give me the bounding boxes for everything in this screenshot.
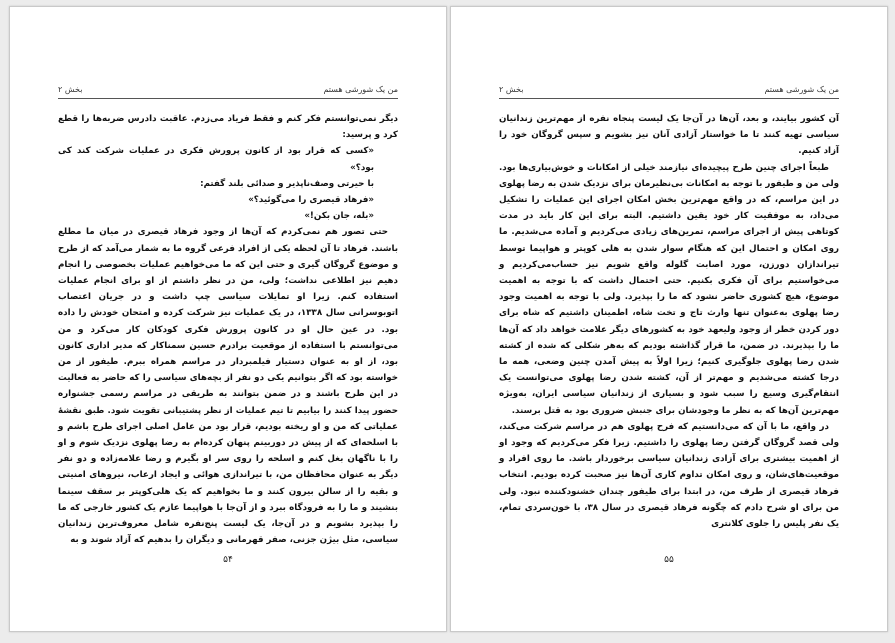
running-head (58, 85, 398, 99)
dialog-line: «فرهاد قیصری را می‌گوئید؟» (248, 195, 374, 206)
paragraph: آن کشور بیایند، و بعد، آن‌ها در آن‌جا یک لیست پنجاه نفره از مهم‌ترین زندانیان سیاسی تهیه کنند تا ما خواستار آزادی آنان نیز بشویم و سپس گروگان خود را آزاد کنیم. (499, 114, 839, 157)
running-head-book-title: من یک شورشی هستم (764, 85, 839, 94)
page-body-text (499, 111, 839, 532)
page-right (450, 6, 888, 632)
page-number: ۵۴ (223, 555, 233, 565)
paragraph: طبعاً اجرای چنین طرح پیچیده‌ای نیازمند خیلی از امکانات و خوش‌بیاری‌ها بود. ولی من و طیفور با توجه به امکانات بی‌نظیرمان برای نزدیک شدن به رضا پهلوی در این مراسم، که در واقع مهم‌ترین بخش امکان اجرای این عملیات را تشکیل می‌داد، به موفقیت کار خود یقین داشتیم. البته برای این کار باید در مدت کوتاهی پیش از اجرای مراسم، تمرین‌های زیادی می‌کردیم و آماده می‌شدیم. ما روی امکان و احتمال این که هنگام سوار شدن به هلی کوپتر و هواپیما توسط تیراندازان دورزن، مورد اصابت گلوله واقع شویم نیز حساب‌می‌کردیم و می‌خواستیم برای آن فکری بکنیم. حتی احتمال داشت که با توجه به اهمیت موضوع، هیچ کشوری حاضر نشود که ما را بپذیرد. ولی با توجه به اهمیت وجود رضا پهلوی به‌عنوان تنها وارث تاج و تخت شاه، اطمینان داشتیم که شاه برای دور کردن خطر از وجود ولیعهد خود به کشورهای دیگر علامت خواهد داد که آن‌ها ما را بپذیرند. در ضمن، ما قرار گذاشته بودیم که به‌هر شکلی که شده از کشته شدن رضا پهلوی جلوگیری کنیم؛ زیرا اولاً به پیش آمدن چنین وضعی، همه ما درجا کشته می‌شدیم و مهم‌تر از آن، کشته شدن رضا پهلوی می‌توانست یک انتقام‌گیری وسیع را سبب شود و بسیاری از زندانیان سیاسی ایران، به‌ویژه مهم‌ترین آن‌ها که به نظر ما وجودشان برای جنبش ضروری بود به قتل برسند. (499, 162, 839, 416)
page-body-text (58, 111, 398, 548)
running-head (499, 85, 839, 99)
page-left (9, 6, 447, 632)
paragraph: در واقع، ما با آن که می‌دانستیم که فرح پهلوی هم در مراسم شرکت می‌کند، ولی قصد گروگان گرفتن رضا پهلوی را داشتیم. زیرا فکر می‌کردیم که وجود او از اهمیت بیشتری برای آزادی زندانیان سیاسی برخوردار باشد. ما روی افراد و موقعیت‌های‌شان، و روی امکان تداوم کاری آن‌ها نیز صحبت کرده بودیم. انتخاب فرهاد قیصری از طرف من، در ابتدا برای طیفور چندان خشنودکننده نبود. ولی من برای او شرح دادم که چگونه فرهاد قیصری در سال ۳۸، با خون‌سردی تمام، یک نفر پلیس را جلوی کلانتری (499, 421, 840, 530)
paragraph: دیگر نمی‌توانستم فکر کنم و فقط فریاد می‌زدم. عاقبت دادرس ضربه‌ها را قطع کرد و پرسید: (58, 114, 398, 141)
paragraph: حتی تصور هم نمی‌کردم که آن‌ها از وجود فرهاد قیصری در میان ما مطلع باشند. فرهاد تا آن لحظه یکی از افراد فرعی گروه ما به شمار می‌آمد که از طرح و موضوع گروگان گیری و حتی این که ما می‌خواهیم عملیات بخصوصی را انجام دهیم نیز اطلاعی نداشت؛ ولی، من در نظر داشتم از او برای انجام عملیات استفاده کنم. زیرا او تمایلات سیاسی چپ داشت و در جریان اعتصاب اتوبوسرانی سال ۱۳۳۸، در یک عملیات نیز شرکت کرده و امتحان خودش را داده بود. در عین حال او در کانون پرورش فکری کودکان کار می‌کرد و من می‌توانستم با استفاده از موقعیت برادرم حسین سمناکار که مدیر اداری کانون بود، از او به عنوان دستیار فیلمبردار در مراسم همراه ببرم. طیفور از من خواسته بود که اگر بتوانیم یکی دو نفر از بچه‌های سیاسی را که حاضر به فعالیت در این طرح باشند و در ضمن بتوانند به طریقی در مراسم رسمی جشنواره حضور پیدا کنند را بیابیم تا تیم عملیات از نظر پشتیبانی تقویت شود. طبق نقشهٔ عملیاتی که من و او ریخته بودیم، قرار بود من عامل اصلی اجرای طرح باشم و با اسلحه‌ای که از پیش در دوربینم پنهان کرده‌ام به رضا پهلوی نزدیک شوم و او را با ناگهان بغل کنم و اسلحه را روی سر او بگیرم و رضا علامه‌زاده و دو نفر دیگر به عنوان محافظان من، با تیراندازی هوائی و ایجاد ارعاب، نیروهای امنیتی و بقیه را از سالن بیرون کنند و ما بخواهیم که یک هلی‌کوپتر بر سقف سینما بنشیند و ما را به فرودگاه ببرد و از آن‌جا با هواپیما عازم یک کشور خارجی که ما را بپذیرد بشویم و در آن‌جا، یک لیست پنج‌نفره شامل معروف‌ترین زندانیان سیاسی، مثل بیژن جزنی، صفر قهرمانی و دیگران را بدهیم که آزاد شوند و به (58, 227, 399, 546)
running-head-part: بخش ۲ (499, 85, 524, 94)
dialog-line: «بله، جان بکن!» (304, 211, 374, 222)
dialog-line: «کسی که قرار بود از کانون پرورش فکری در عملیات شرکت کند کی بود؟» (58, 146, 374, 173)
dialog-line: با حیرتی وصف‌ناپذیر و صدائی بلند گفتم: (200, 178, 374, 189)
page-number: ۵۵ (664, 555, 674, 565)
running-head-part: بخش ۲ (58, 85, 83, 94)
running-head-book-title: من یک شورشی هستم (323, 85, 398, 94)
